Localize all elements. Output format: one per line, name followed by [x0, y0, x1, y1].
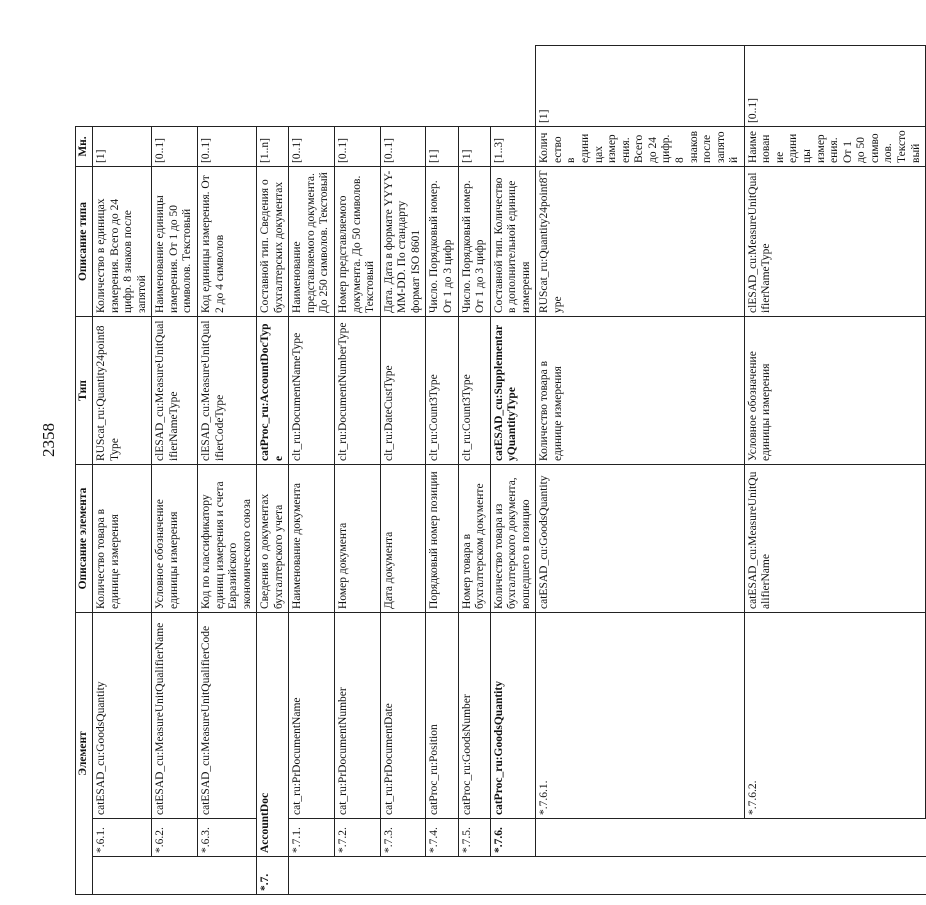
row-type: clt_ru:Count3Type: [426, 316, 458, 464]
row-type: clt_ru:DateCustType: [380, 316, 426, 464]
row-element: cat_ru:PrDocumentNumber: [335, 612, 381, 818]
row-type-description: Код единицы измерения. От 2 до 4 символов: [197, 166, 256, 316]
row-type: clESAD_cu:MeasureUnitQualifierCodeType: [197, 316, 256, 464]
table-row: [490, 46, 536, 895]
row-element: catESAD_cu:MeasureUnitQualifierName: [152, 612, 198, 818]
row-number: *.6.3.: [197, 819, 256, 857]
table-row: [257, 46, 289, 895]
row-element: catProc_ru:GoodsNumber: [458, 612, 490, 818]
row-number: *.7.6.2.: [744, 612, 925, 818]
row-number: *.7.1.: [289, 819, 335, 857]
rotated-table-container: [75, 45, 922, 895]
row-type: clt_ru:DocumentNumberType: [335, 316, 381, 464]
row-description: Порядковый номер позиции: [426, 464, 458, 612]
table-row: [380, 46, 426, 895]
indent-cell: [380, 857, 426, 895]
row-number: *.7.2.: [335, 819, 381, 857]
row-element: catESAD_cu:GoodsQuantity: [93, 612, 152, 818]
row-type-description: Составной тип. Сведения о бухгалтерских документах: [257, 166, 289, 316]
row-type: catProc_ru:AccountDocType: [257, 316, 289, 464]
table-row: [426, 46, 458, 895]
row-mult: [0..1]: [744, 46, 925, 127]
row-mult: [1..3]: [490, 126, 536, 166]
row-description: Сведения о документах бухгалтерского учета: [257, 464, 289, 612]
row-element: catESAD_cu:MeasureUnitQualifierCode: [197, 612, 256, 818]
row-type-description: Число. Порядковый номер. От 1 до 3 цифр: [458, 166, 490, 316]
row-description: Дата документа: [380, 464, 426, 612]
table-row: [744, 46, 925, 895]
row-number: *.6.2.: [152, 819, 198, 857]
indent-cell: [197, 857, 256, 895]
header-type-description: Описание типа: [76, 166, 93, 316]
table-row: [335, 46, 381, 895]
header-element: Элемент: [76, 612, 93, 894]
row-number: *.7.3.: [380, 819, 426, 857]
row-mult: [0..1]: [380, 126, 426, 166]
row-type: clt_ru:DocumentNameType: [289, 316, 335, 464]
row-number: *.7.6.1.: [536, 612, 744, 818]
row-element: cat_ru:PrDocumentName: [289, 612, 335, 818]
row-mult: [0..1]: [197, 126, 256, 166]
indent-cell: [426, 857, 458, 895]
row-description: Наименование документа: [289, 464, 335, 612]
row-type-description: Число. Порядковый номер. От 1 до 3 цифр: [426, 166, 458, 316]
row-type-description: Номер представляемого документа. До 50 символов. Текстовый: [335, 166, 381, 316]
row-type-description: Количество в единицах измерения. Всего до 24 цифр. 8 знаков после запятой: [536, 126, 744, 166]
table-row: [152, 46, 198, 895]
table-row: [458, 46, 490, 895]
row-number: *.7.: [257, 857, 289, 895]
row-type-description: Количество в единицах измерения. Всего до 24 цифр. 8 знаков после запятой: [93, 166, 152, 316]
row-description: Количество товара в единице измерения: [93, 464, 152, 612]
indent-cell: [744, 819, 925, 857]
row-type-description: Составной тип. Количество в дополнительной единице измерения: [490, 166, 536, 316]
row-type: RUScat_ru:Quantity24point8Type: [93, 316, 152, 464]
table-row: [536, 46, 744, 895]
row-type: clESAD_cu:MeasureUnitQualifierNameType: [744, 166, 925, 316]
row-element: catProc_ru:GoodsQuantity: [490, 612, 536, 818]
row-mult: [1..n]: [257, 126, 289, 166]
row-mult: [1]: [93, 126, 152, 166]
table-header-row: [76, 46, 93, 895]
row-description: Количество товара в единице измерения: [536, 316, 744, 464]
row-description: Код по классификатору единиц измерения и счета Евразийского экономического союза: [197, 464, 256, 612]
row-mult: [1]: [536, 46, 744, 127]
header-type: Тип: [76, 316, 93, 464]
indent-cell: [744, 857, 925, 895]
row-mult: [0..1]: [289, 126, 335, 166]
row-number: *.7.4.: [426, 819, 458, 857]
row-number: *.7.6.: [490, 819, 536, 857]
page-number: 2358: [39, 423, 58, 457]
row-type: clt_ru:Count3Type: [458, 316, 490, 464]
indent-cell: [335, 857, 381, 895]
row-number: *.7.5.: [458, 819, 490, 857]
table-row: [93, 46, 152, 895]
data-table: [75, 45, 926, 895]
header-description: Описание элемента: [76, 464, 93, 612]
table-row: [197, 46, 256, 895]
row-type-description: Наименование представляемого документа. До 250 символов. Текстовый: [289, 166, 335, 316]
row-number: *.6.1.: [93, 819, 152, 857]
row-description: Номер документа: [335, 464, 381, 612]
indent-cell: [93, 857, 152, 895]
row-description: Условное обозначение единицы измерения: [152, 464, 198, 612]
row-description: Условное обозначение единицы измерения: [744, 316, 925, 464]
row-element: catESAD_cu:MeasureUnitQualifierName: [744, 464, 925, 612]
row-element: AccountDoc: [257, 612, 289, 856]
row-mult: [1]: [426, 126, 458, 166]
row-description: Количество товара из бухгалтерского документа, вошедшего в позицию: [490, 464, 536, 612]
header-multiplicity: Мн.: [76, 126, 93, 166]
indent-cell: [536, 857, 744, 895]
row-type: RUScat_ru:Quantity24point8Type: [536, 166, 744, 316]
row-mult: [1]: [458, 126, 490, 166]
indent-cell: [458, 857, 490, 895]
indent-cell: [536, 819, 744, 857]
indent-cell: [490, 857, 536, 895]
row-type: clESAD_cu:MeasureUnitQualifierNameType: [152, 316, 198, 464]
row-element: catESAD_cu:GoodsQuantity: [536, 464, 744, 612]
table-row: [289, 46, 335, 895]
row-type: catESAD_cu:SupplementaryQuantityType: [490, 316, 536, 464]
row-description: Номер товара в бухгалтерском документе: [458, 464, 490, 612]
row-type-description: Дата. Дата в формате YYYY-MM-DD. По стандарту формат ISO 8601: [380, 166, 426, 316]
indent-cell: [152, 857, 198, 895]
row-mult: [0..1]: [152, 126, 198, 166]
row-type-description: Наименование единицы измерения. От 1 до 50 символов. Текстовый: [152, 166, 198, 316]
row-element: catProc_ru:Position: [426, 612, 458, 818]
row-element: cat_ru:PrDocumentDate: [380, 612, 426, 818]
row-type-description: Наименование единицы измерения. От 1 до 50 символов. Текстовый: [744, 126, 925, 166]
row-mult: [0..1]: [335, 126, 381, 166]
indent-cell: [289, 857, 335, 895]
